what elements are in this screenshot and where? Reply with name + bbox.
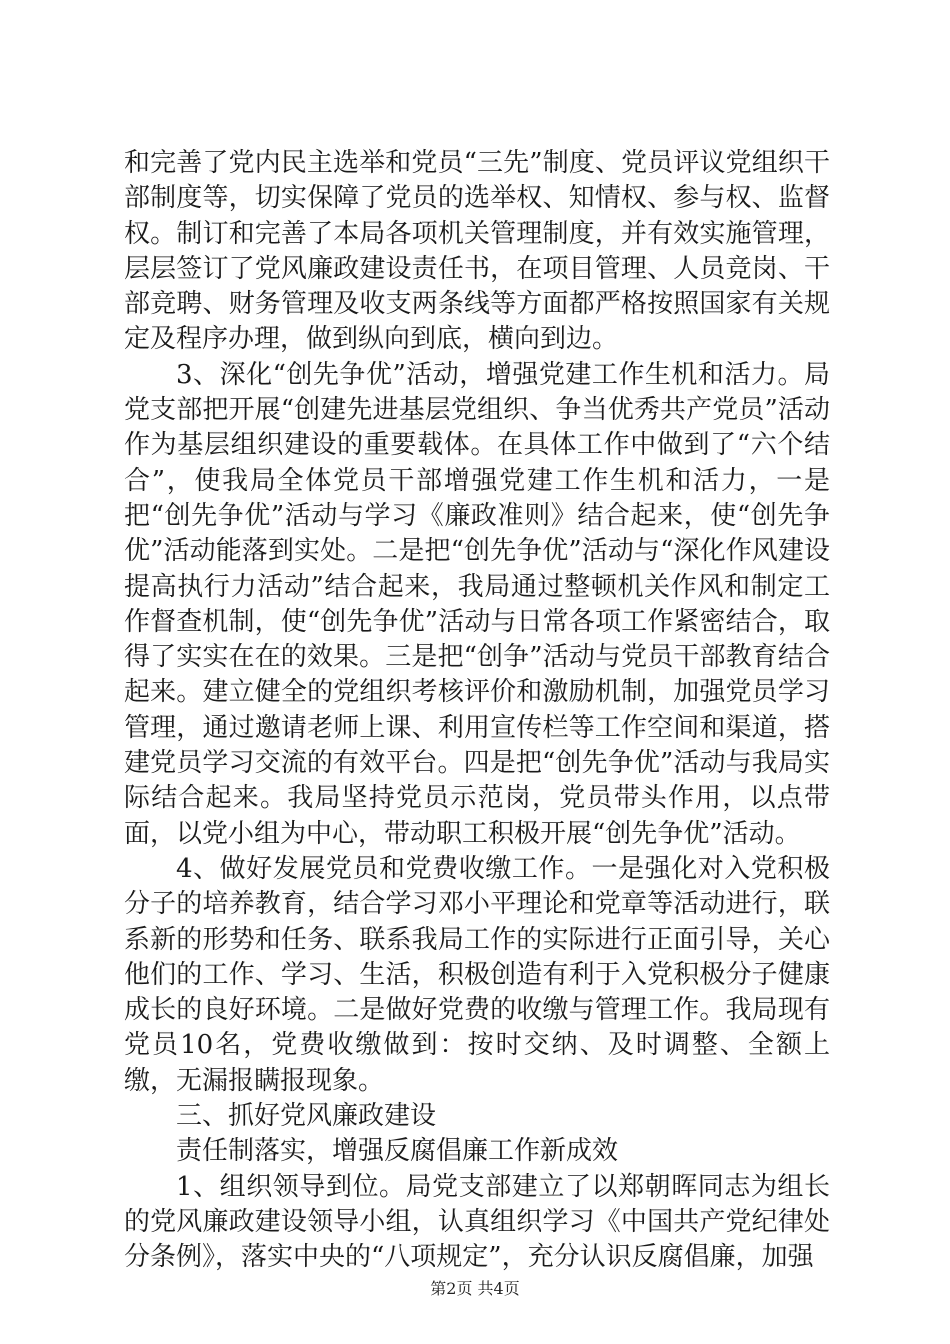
section-subheading: 责任制落实，增强反腐倡廉工作新成效 xyxy=(176,1136,619,1167)
section-heading-3: 三、抓好党风廉政建设 xyxy=(176,1101,437,1132)
paragraph-item-1: 1、组织领导到位。局党支部建立了以郑朝晖同志为组长的党风廉政建设领导小组，认真组织学习《中国共产党纪律处分条例》，落实中央的“八项规定”，充分认识反腐倡廉，加强 xyxy=(124,1171,830,1273)
document-body xyxy=(124,146,830,1276)
paragraph-item-3: 3、深化“创先争优”活动，增强党建工作生机和活力。局党支部把开展“创建先进基层党组织、争当优秀共产党员”活动作为基层组织建设的重要载体。在具体工作中做到了“六个结合”，使我局全体党员干部增强党建工作生机和活力，一是把“创先争优”活动与学习《廉政准则》结合起来，使“创先争优”活动能落到实处。二是把“创先争优”活动与“深化作风建设提高执行力活动”结合起来，我局通过整顿机关作风和制定工作督查机制，使“创先争优”活动与日常各项工作紧密结合，取得了实实在在的效果。三是把“创争”活动与党员干部教育结合起来。建立健全的党组织考核评价和激励机制，加强党员学习管理，通过邀请老师上课、利用宣传栏等工作空间和渠道，搭建党员学习交流的有效平台。四是把“创先争优”活动与我局实际结合起来。我局坚持党员示范岗，党员带头作用，以点带面，以党小组为中心，带动职工积极开展“创先争优”活动。 xyxy=(124,359,830,849)
paragraph-item-4: 4、做好发展党员和党费收缴工作。一是强化对入党积极分子的培养教育，结合学习邓小平理论和党章等活动进行，联系新的形势和任务、联系我局工作的实际进行正面引导，关心他们的工作、学习、生活，积极创造有利于入党积极分子健康成长的良好环境。二是做好党费的收缴与管理工作。我局现有党员10名，党费收缴做到：按时交纳、及时调整、全额上缴，无漏报瞒报现象。 xyxy=(124,853,830,1096)
page-footer: 第2页 共4页 xyxy=(430,1279,520,1298)
paragraph-continuation: 和完善了党内民主选举和党员“三先”制度、党员评议党组织干部制度等，切实保障了党员的选举权、知情权、参与权、监督权。制订和完善了本局各项机关管理制度，并有效实施管理，层层签订了党风廉政建设责任书，在项目管理、人员竞岗、干部竞聘、财务管理及收支两条线等方面都严格按照国家有关规定及程序办理，做到纵向到底，横向到边。 xyxy=(124,148,830,355)
